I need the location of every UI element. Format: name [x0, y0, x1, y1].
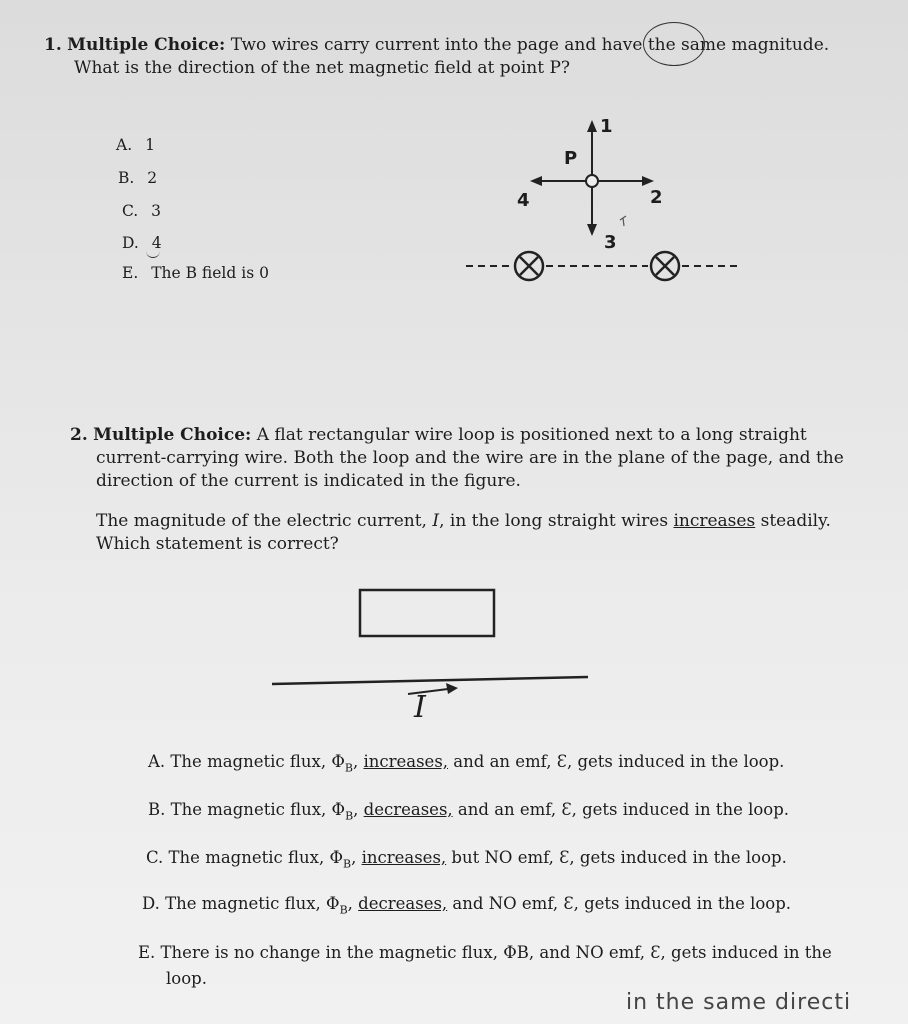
q2-diagram — [260, 580, 600, 740]
q1-choice-e[interactable]: E. The B field is 0 — [122, 264, 269, 282]
q2-prompt — [70, 424, 870, 493]
arrow-1-head — [587, 120, 597, 132]
q2-number: 2. — [70, 425, 88, 445]
q1-text-line2: What is the direction of the net magnetic field at point P? — [74, 57, 571, 78]
q1-choice-d[interactable]: D. 4 — [122, 234, 162, 252]
arrow-3-head — [587, 224, 597, 236]
point-p-label: P — [564, 148, 578, 169]
straight-wire — [272, 677, 588, 684]
q1-text-line1: Two wires carry current into the page and have the same magnitude. — [230, 35, 830, 55]
q2-text-line2: current-carrying wire. Both the loop and the wire are in the plane of the page, and the — [96, 447, 844, 468]
pencil-mark — [620, 216, 626, 226]
q2-subprompt: The magnitude of the electric current, I, in the long straight wires increases steadily. Which statement is correct? — [96, 511, 831, 554]
q1-choice-b[interactable]: B. 2 — [118, 169, 158, 187]
q2-option-d[interactable]: D. The magnetic flux, $\Phi_B$, decreases, and NO emf, Ɛ, gets induced in the loop. — [142, 894, 792, 917]
wire-loop — [360, 590, 494, 636]
q1-diagram — [460, 110, 760, 290]
arrow-1-label: 1 — [600, 116, 613, 137]
arrow-2-label: 2 — [650, 187, 663, 208]
q1-number: 1. — [44, 35, 62, 55]
current-arrow-head — [446, 683, 458, 694]
q2-label: Multiple Choice: — [93, 425, 252, 445]
q1-prompt — [44, 34, 864, 80]
q2-sub-line2: Which statement is correct? — [96, 533, 339, 554]
arrow-3-label: 3 — [604, 232, 617, 253]
q2-option-b[interactable]: B. The magnetic flux, $\Phi_B$, decreases, and an emf, Ɛ, gets induced in the loop. — [148, 800, 790, 823]
arrow-4-head — [530, 176, 542, 186]
current-label: I — [414, 690, 426, 725]
q1-choice-c[interactable]: C. 3 — [122, 202, 162, 220]
handwritten-circle — [643, 22, 705, 66]
wire-right-into-page — [651, 252, 679, 280]
q2-text-line3: direction of the current is indicated in the figure. — [96, 470, 521, 491]
q2-option-c[interactable]: C. The magnetic flux, $\Phi_B$, increases, but NO emf, Ɛ, gets induced in the loop. — [146, 848, 787, 871]
wire-left-into-page — [515, 252, 543, 280]
point-p — [586, 175, 598, 187]
q2-option-a[interactable]: A. The magnetic flux, $\Phi_B$, increases, and an emf, Ɛ, gets induced in the loop. — [148, 752, 785, 775]
q1-label: Multiple Choice: — [67, 35, 226, 55]
handwritten-mark — [146, 251, 160, 258]
handwritten-note: in the same directi — [626, 990, 852, 1015]
q1-choice-a[interactable]: A. 1 — [116, 136, 155, 154]
arrow-2-head — [642, 176, 654, 186]
q2-option-e[interactable]: E. There is no change in the magnetic flux, ΦB, and NO emf, Ɛ, gets induced in the loop. — [138, 943, 832, 989]
arrow-4-label: 4 — [517, 190, 530, 211]
q2-text-line1: A flat rectangular wire loop is positioned next to a long straight — [256, 425, 807, 445]
